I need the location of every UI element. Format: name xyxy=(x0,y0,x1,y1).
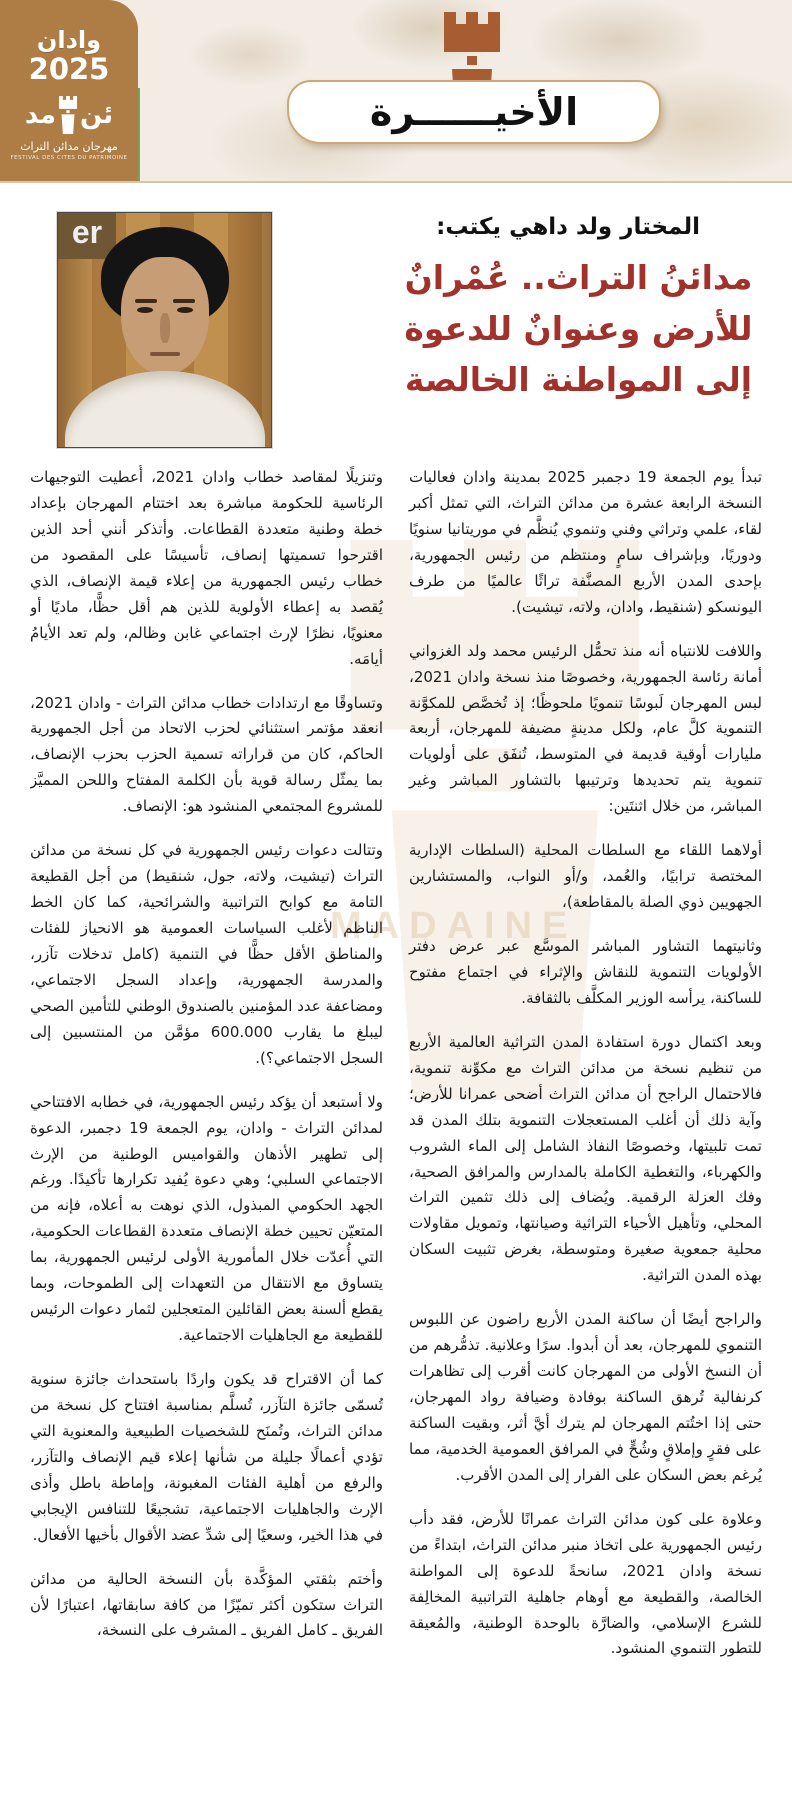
article-body xyxy=(30,465,762,1795)
green-accent-line xyxy=(138,88,140,181)
festival-subtitle-french: FESTIVAL DES CITES DU PATRIMOINE xyxy=(10,155,128,162)
article-paragraph: وتنزيلًا لمقاصد خطاب وادان 2021، أُعطيت التوجيهات الرئاسية للحكومة مباشرة بعد اختتام المهرجان بإعداد خطة وطنية متعددة القطاعات. وأتذكر أنني أحد الذين اقترحوا تسميتها إنصاف، تأسيسًا على المقصود من خطاب رئيس الجمهورية من إعلاء قيمة الإنصاف، الذي يُقصد به إعطاء الأولوية للذين هم أقل حظًّا، ماديًا أو معنويًا، نظرًا لإرث اجتماعي غابن وظالم، ولم تعد الأيامُ أيامَه. xyxy=(30,468,383,668)
article-paragraph: وبعد اكتمال دورة استفادة المدن التراثية العالمية الأربع من تنظيم نسخة من مدائن التراث مع مكوِّنة تنموية، فالاحتمال الراجح أن مدائن التراث أضحى عمرانا للأرض؛ وآية ذلك أن أغلب المستعجلات التنموية بتلك المدن قد تمت تلبيتها، وخصوصًا النفاذ الشامل إلى الماء الشروب والكهرباء، والتغطية الكاملة بالمدارس والمرافق الصحية، وفك العزلة الرقمية. ويُضاف إلى ذلك تثمين التراث المحلي، وتأهيل الأحياء التراثية وصيانتها، وتمويل مقاولات محلية جمعوية صغيرة ومتوسطة، بغرض تثبيت السكان بهذه المدن التراثية. xyxy=(409,1032,762,1285)
headline-line-3: إلى المواطنة الخالصة xyxy=(404,360,753,400)
photo-face-shape xyxy=(121,257,209,375)
page-title: الأخيــــــرة xyxy=(369,90,579,134)
photo-detail xyxy=(173,299,195,303)
article-column-left xyxy=(30,465,383,1795)
article-paragraph: كما أن الاقتراح قد يكون واردًا باستحداث جائزة سنوية تُسمّى جائزة التآزر، تُسلَّم بمناسبة افتتاح كل نسخة من مدائن التراث، وتُمنَح للشخصيات الطبيعية والمعنوية التي تؤدي أعمالًا جليلة من شأنها إعلاء قيم الإنصاف والتآزر، والرفع من أهلية الفئات المغبونة، وإماطة باطل وأذى الإرث والجاهليات الاجتماعية، تشجيعًا للتنافس الإيجابي في هذا الخير، وسعيًا إلى شدِّ عضد الأقوال بأخيها الأفعال. xyxy=(30,1370,383,1544)
article-paragraph: أولاهما اللقاء مع السلطات المحلية (السلطات الإدارية المختصة ترابيًا، والعُمد، و/أو النواب، والمستشارين الجهويين ذوي الصلة بالمقاطعة)، xyxy=(409,841,762,912)
header-divider xyxy=(0,181,792,183)
wordmark-left-part: مد xyxy=(24,100,56,131)
edition-year-label: 2025 xyxy=(28,52,110,86)
author-byline: المختار ولد داهي يكتب: xyxy=(436,214,700,240)
photo-detail xyxy=(137,307,153,313)
photo-overlay-text: er xyxy=(58,213,116,259)
article-paragraph: واللافت للانتباه أنه منذ تحمُّل الرئيس محمد ولد الغزواني أمانة رئاسة الجمهورية، وخصوصًا منذ نسخة وادان 2021، لبس المهرجان لَبوسًا تنمويًا ملحوظًا؛ إذ تُخصَّص للمكوَّنة التنموية كلَّ عام، ولكل مدينةٍ مضيفة للمهرجان، أربعة مليارات أوقية قديمة في المتوسط، تُنفَق على أولويات تنموية يتم تحديدها وترتيبها بالتشاور المباشر وغير المباشر، من خلال اثنتَين: xyxy=(409,641,762,816)
article-paragraph: ولا أستبعد أن يؤكد رئيس الجمهورية، في خطابه الافتتاحي لمدائن التراث - وادان، يوم الجمعة 19 دجمبر، الدعوة إلى تطهير الأذهان والقواميس الوطنية من الإرث الاجتماعي السلبي؛ وهي دعوة يُفيد تكرارها تأكيدًا. ورغم الجهد الحكومي المبذول، الذي نوهت به أعلاه، فإنه من المتعيّن تحيين خطة الإنصاف متعددة القطاعات الحكومية، التي أُعدّت خلال المأمورية الأولى لرئيس الجمهورية، بما يتساوق مع الانتقال من التعهدات إلى الطموحات، وبما يقطع ألسنة بعض القائلين المتعجلين لثمار دعوات الرئيس للقطيعة مع الجاهليات الاجتماعية. xyxy=(30,1092,383,1345)
edition-city-label: وادان xyxy=(36,26,102,54)
mini-tower-icon xyxy=(57,96,79,134)
article-paragraph: وأختم بثقتي المؤكَّدة بأن النسخة الحالية من مدائن التراث ستكون أكثر تميّزًا من كافة سابقاتها، اعتبارًا لأن الفريق ـ كامل الفريق ـ المشرف على النسخة، xyxy=(30,1569,383,1640)
article-paragraph: وتتالت دعوات رئيس الجمهورية في كل نسخة من مدائن التراث (تيشيت، ولاته، جول، شنقيط) من أجل القطيعة التامة مع كوابح التراتبية والشرائحية، كما كان الخط الناظم لأغلب السياسات العمومية هو الانحياز للفئات والمناطق الأقل حظًّا في التنمية (كامل تدخلات تآزر، والمدرسة الجمهورية، وإعداد السجل الاجتماعي، ومضاعفة عدد المؤمنين بالصندوق الوطني للتأمين الصحي ليبلغ ما يقارب 600.000 مؤمَّن من المنتسبين إلى السجل الاجتماعي؟). xyxy=(30,841,383,1067)
festival-wordmark xyxy=(0,96,138,134)
background-watermark-text: MADAINE xyxy=(330,905,578,947)
festival-subtitle-arabic: مهرجان مدائن التراث xyxy=(20,140,118,154)
article-paragraph: وثانيتهما التشاور المباشر الموسَّع عبر عرض دفتر الأولويات التنموية للنقاش والإثراء في اجتماع مفتوح للساكنة، يرأسه الوزير المكلَّف بالثقافة. xyxy=(409,937,762,1007)
article-paragraph: تبدأ يوم الجمعة 19 دجمبر 2025 بمدينة وادان فعاليات النسخة الرابعة عشرة من مدائن التراث، التي تمثل أكبر لقاء، علمي وتراثي وفني وتنموي يُنظَّم في موريتانيا سنويًا ودوريًا، وبإشراف سامٍ ومنتظم من رئيس الجمهورية، بإحدى المدن الأربع المصنَّفة تراثًا عالميًا من طرف اليونسكو (شنقيط، وادان، ولاته، تيشيت). xyxy=(409,468,762,616)
headline-line-1: مدائنُ التراث.. عُمْرانٌ xyxy=(404,258,753,297)
author-photo xyxy=(57,212,272,448)
article-column-right xyxy=(409,465,762,1795)
page-title-banner xyxy=(287,80,661,144)
festival-logo-panel xyxy=(0,0,138,181)
photo-detail xyxy=(135,299,157,303)
photo-garment-shape xyxy=(65,371,265,448)
photo-detail xyxy=(177,307,193,313)
article-headline xyxy=(380,252,777,405)
article-paragraph: وتساوقًا مع ارتدادات خطاب مدائن التراث - وادان 2021، انعقد مؤتمر استثنائي لحزب الاتحاد من أجل الجمهورية الحاكم، كان من قراراته تسمية الحزب بحزب الإنصاف، بما يمثّل رسالة قوية بأن الكلمة المفتاح واللحن المميَّز للمشروع المجتمعي المنشود هو: الإنصاف. xyxy=(30,693,383,816)
photo-detail xyxy=(150,352,180,356)
article-paragraph: والراجح أيضًا أن ساكنة المدن الأربع راضون عن اللبوس التنموي للمهرجان، بعد أن أبدوا. سرًا وعلانية. تذمُّرهم من أن النسخ الأولى من المهرجان كانت أقرب إلى تظاهرات كرنفالية تُرهق الساكنة بوفادة وضيافة رواد المهرجان، حتى إذا اختُتم المهرجان لم يترك أيَّ أثر، وبقيت الساكنة على فقرٍ وإملاقٍ وشُحٍّ في المرافق العمومية الخدمية، مما يُرغم بعض السكان على الفرار إلى المدن الأقرب. xyxy=(409,1310,762,1484)
photo-detail xyxy=(160,313,170,343)
article-paragraph: وعلاوة على كون مدائن التراث عمرانًا للأرض، فقد دأب رئيس الجمهورية على اتخاذ منبر مدائن التراث، ابتداءً من نسخة وادان 2021، سانحةً للدعوة إلى المواطنة الخالصة، والقطيعة مع أوهام جاهلية التراتبية المخالِفة للشرع الإسلامي، والضارَّة بالوحدة الوطنية، والمُعيقة للتطور التنموي المنشود. xyxy=(409,1509,762,1658)
headline-line-2: للأرض وعنوانٌ للدعوة xyxy=(404,309,753,349)
wordmark-right-part: ئن xyxy=(79,100,114,131)
